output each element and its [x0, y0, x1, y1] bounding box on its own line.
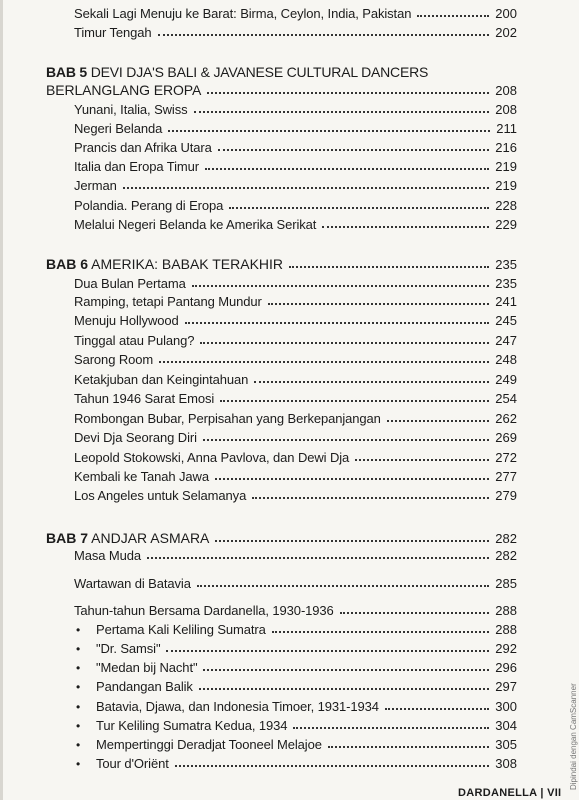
toc-entry-title: Pandangan Balik: [96, 679, 193, 694]
chapter-heading-line2: [46, 82, 517, 98]
leader-dots: [207, 92, 489, 94]
leader-dots: [175, 765, 490, 767]
toc-entry-title: Prancis dan Afrika Utara: [74, 140, 212, 155]
leader-dots: [185, 322, 490, 324]
leader-dots: [215, 478, 489, 480]
leader-dots: [268, 303, 490, 305]
leader-dots: [205, 168, 489, 170]
leader-dots: [158, 34, 490, 36]
running-footer: DARDANELLA | VII: [458, 787, 562, 799]
leader-dots: [272, 631, 490, 633]
leader-dots: [229, 207, 489, 209]
toc-entry-title: Negeri Belanda: [74, 121, 163, 136]
bullet-marker: •: [76, 700, 81, 714]
toc-entry-title: Tour d'Oriënt: [96, 756, 169, 771]
chapter-label: BAB 7: [46, 530, 89, 546]
toc-entry-title: Jerman: [74, 178, 117, 193]
leader-dots: [147, 557, 489, 559]
toc-entry: [74, 217, 517, 232]
toc-entry-title: Masa Muda: [74, 548, 142, 563]
toc-entry: [74, 102, 517, 117]
toc-entry-page: 228: [495, 198, 517, 213]
toc-subentry: [96, 660, 517, 675]
toc-entry: [74, 391, 517, 406]
bullet-marker: •: [76, 680, 81, 694]
bullet-marker: •: [76, 661, 81, 675]
toc-entry-page: 241: [495, 294, 517, 309]
leader-dots: [387, 420, 489, 422]
toc-entry-page: 285: [495, 576, 517, 591]
toc-entry-title: Menuju Hollywood: [74, 313, 179, 328]
toc-entry: [74, 333, 517, 348]
toc-entry-page: 305: [495, 737, 517, 752]
chapter-title: AMERIKA: BABAK TERAKHIR: [91, 256, 284, 272]
leader-dots: [289, 266, 489, 268]
toc-entry: [74, 576, 517, 591]
toc-entry-page: 277: [495, 469, 517, 484]
leader-dots: [168, 130, 490, 132]
toc-entry-title: Kembali ke Tanah Jawa: [74, 469, 209, 484]
chapter-heading: [46, 256, 517, 272]
toc-entry-title: Dua Bulan Pertama: [74, 276, 186, 291]
toc-entry-page: 249: [495, 372, 517, 387]
toc-entry-title: Ramping, tetapi Pantang Mundur: [74, 294, 262, 309]
leader-dots: [293, 727, 489, 729]
toc-subentry: [96, 756, 517, 771]
toc-entry-page: 297: [495, 679, 517, 694]
chapter-label: BAB 5: [46, 64, 88, 80]
toc-entry-title: Rombongan Bubar, Perpisahan yang Berkepanjangan: [74, 411, 381, 426]
leader-dots: [199, 688, 489, 690]
toc-entry-page: 279: [495, 488, 517, 503]
toc-entry-title: Tahun-tahun Bersama Dardanella, 1930-1936: [74, 603, 334, 618]
chapter-title: ANDJAR ASMARA: [91, 530, 210, 546]
leader-dots: [192, 285, 490, 287]
toc-entry: [74, 140, 517, 155]
toc-entry-page: 292: [495, 641, 517, 656]
toc-entry-page: 269: [495, 430, 517, 445]
leader-dots: [203, 669, 489, 671]
leader-dots: [215, 540, 489, 542]
leader-dots: [218, 149, 490, 151]
toc-subentry: [96, 641, 517, 656]
leader-dots: [322, 226, 489, 228]
toc-entry: [74, 276, 517, 291]
chapter-title-line2: BERLANGLANG EROPA: [46, 82, 202, 98]
toc-entry-title: Sarong Room: [74, 352, 154, 367]
toc-entry: [74, 159, 517, 174]
leader-dots: [203, 439, 489, 441]
toc-entry-page: 248: [495, 352, 517, 367]
scanner-watermark: [559, 640, 578, 800]
toc-entry-page: 235: [495, 276, 517, 291]
toc-subentry: [96, 699, 517, 714]
leader-dots: [385, 708, 489, 710]
leader-dots: [328, 746, 489, 748]
toc-subentry: [96, 622, 517, 637]
toc-entry: [74, 352, 517, 367]
toc-entry: [74, 294, 517, 309]
toc-entry: [74, 313, 517, 328]
page-edge: [0, 0, 3, 800]
bullet-marker: •: [76, 757, 81, 771]
toc-entry-page: 288: [495, 603, 517, 618]
toc-entry-title: Leopold Stokowski, Anna Pavlova, dan Dewi Dja: [74, 450, 350, 465]
toc-entry-page: 211: [496, 121, 517, 136]
leader-dots: [194, 111, 490, 113]
toc-entry-page: 304: [495, 718, 517, 733]
toc-entry-page: 245: [495, 313, 517, 328]
toc-entry-title: Yunani, Italia, Swiss: [74, 102, 188, 117]
chapter-page: 208: [495, 83, 517, 98]
toc-entry-page: 272: [495, 450, 517, 465]
bullet-marker: •: [76, 623, 81, 637]
toc-entry-title: Tinggal atau Pulang?: [74, 333, 195, 348]
chapter-heading: [46, 530, 517, 546]
toc-entry-page: 296: [495, 660, 517, 675]
toc-entry: [74, 178, 517, 193]
toc-entry-page: 254: [495, 391, 517, 406]
leader-dots: [254, 381, 489, 383]
toc-entry: [74, 548, 517, 563]
toc-entry: [74, 488, 517, 503]
scanner-watermark-text: Dipindai dengan CamScanner: [569, 683, 578, 790]
toc-entry: [74, 469, 517, 484]
toc-entry: [74, 430, 517, 445]
chapter-heading: [46, 64, 428, 80]
toc-entry-title: Los Angeles untuk Selamanya: [74, 488, 247, 503]
leader-dots: [355, 459, 489, 461]
leader-dots: [197, 585, 489, 587]
toc-entry-page: 282: [495, 548, 517, 563]
toc-entry: [74, 198, 517, 213]
leader-dots: [417, 15, 489, 17]
toc-entry-page: 208: [495, 102, 517, 117]
toc-entry-title: "Dr. Samsi": [96, 641, 161, 656]
leader-dots: [220, 400, 489, 402]
toc-entry-page: 300: [495, 699, 517, 714]
leader-dots: [252, 497, 489, 499]
bullet-marker: •: [76, 642, 81, 656]
toc-entry: [74, 25, 517, 40]
toc-entry-page: 202: [495, 25, 517, 40]
toc-entry-title: Tahun 1946 Sarat Emosi: [74, 391, 215, 406]
toc-entry-title: Timur Tengah: [74, 25, 152, 40]
toc-entry-title: Devi Dja Seorang Diri: [74, 430, 197, 445]
toc-subentry: [96, 718, 517, 733]
toc-entry: [74, 372, 517, 387]
toc-entry: [74, 450, 517, 465]
leader-dots: [340, 612, 490, 614]
toc-entry-page: 216: [495, 140, 517, 155]
toc-entry-page: 219: [495, 159, 517, 174]
leader-dots: [166, 650, 489, 652]
toc-entry-page: 200: [495, 6, 517, 21]
toc-entry-title: Melalui Negeri Belanda ke Amerika Serikat: [74, 217, 317, 232]
toc-entry-page: 262: [495, 411, 517, 426]
toc-subentry: [96, 737, 517, 752]
toc-entry-page: 288: [495, 622, 517, 637]
toc-entry: [74, 603, 517, 618]
bullet-marker: •: [76, 738, 81, 752]
toc-entry-title: Sekali Lagi Menuju ke Barat: Birma, Ceylon, India, Pakistan: [74, 6, 412, 21]
chapter-page: 235: [495, 257, 517, 272]
toc-entry-page: 219: [495, 178, 517, 193]
chapter-page: 282: [495, 531, 517, 546]
chapter-title-line1: DEVI DJA'S BALI & JAVANESE CULTURAL DANCERS: [90, 64, 429, 80]
toc-entry-title: "Medan bij Nacht": [96, 660, 198, 675]
toc-subentry: [96, 679, 517, 694]
leader-dots: [200, 342, 489, 344]
toc-entry-title: Ketakjuban dan Keingintahuan: [74, 372, 249, 387]
toc-entry-title: Italia dan Eropa Timur: [74, 159, 199, 174]
toc-entry-page: 308: [495, 756, 517, 771]
chapter-label: BAB 6: [46, 256, 89, 272]
toc-entry-page: 247: [495, 333, 517, 348]
toc-entry-title: Polandia. Perang di Eropa: [74, 198, 224, 213]
leader-dots: [123, 187, 490, 189]
toc-entry-title: Wartawan di Batavia: [74, 576, 191, 591]
bullet-marker: •: [76, 719, 81, 733]
toc-entry-title: Mempertinggi Deradjat Tooneel Melajoe: [96, 737, 322, 752]
leader-dots: [159, 361, 489, 363]
toc-entry-title: Pertama Kali Keliling Sumatra: [96, 622, 266, 637]
toc-entry-page: 229: [495, 217, 517, 232]
toc-entry: [74, 6, 517, 21]
toc-entry-title: Batavia, Djawa, dan Indonesia Timoer, 1931-1934: [96, 699, 379, 714]
toc-entry-title: Tur Keliling Sumatra Kedua, 1934: [96, 718, 288, 733]
toc-entry: [74, 411, 517, 426]
toc-entry: [74, 121, 517, 136]
